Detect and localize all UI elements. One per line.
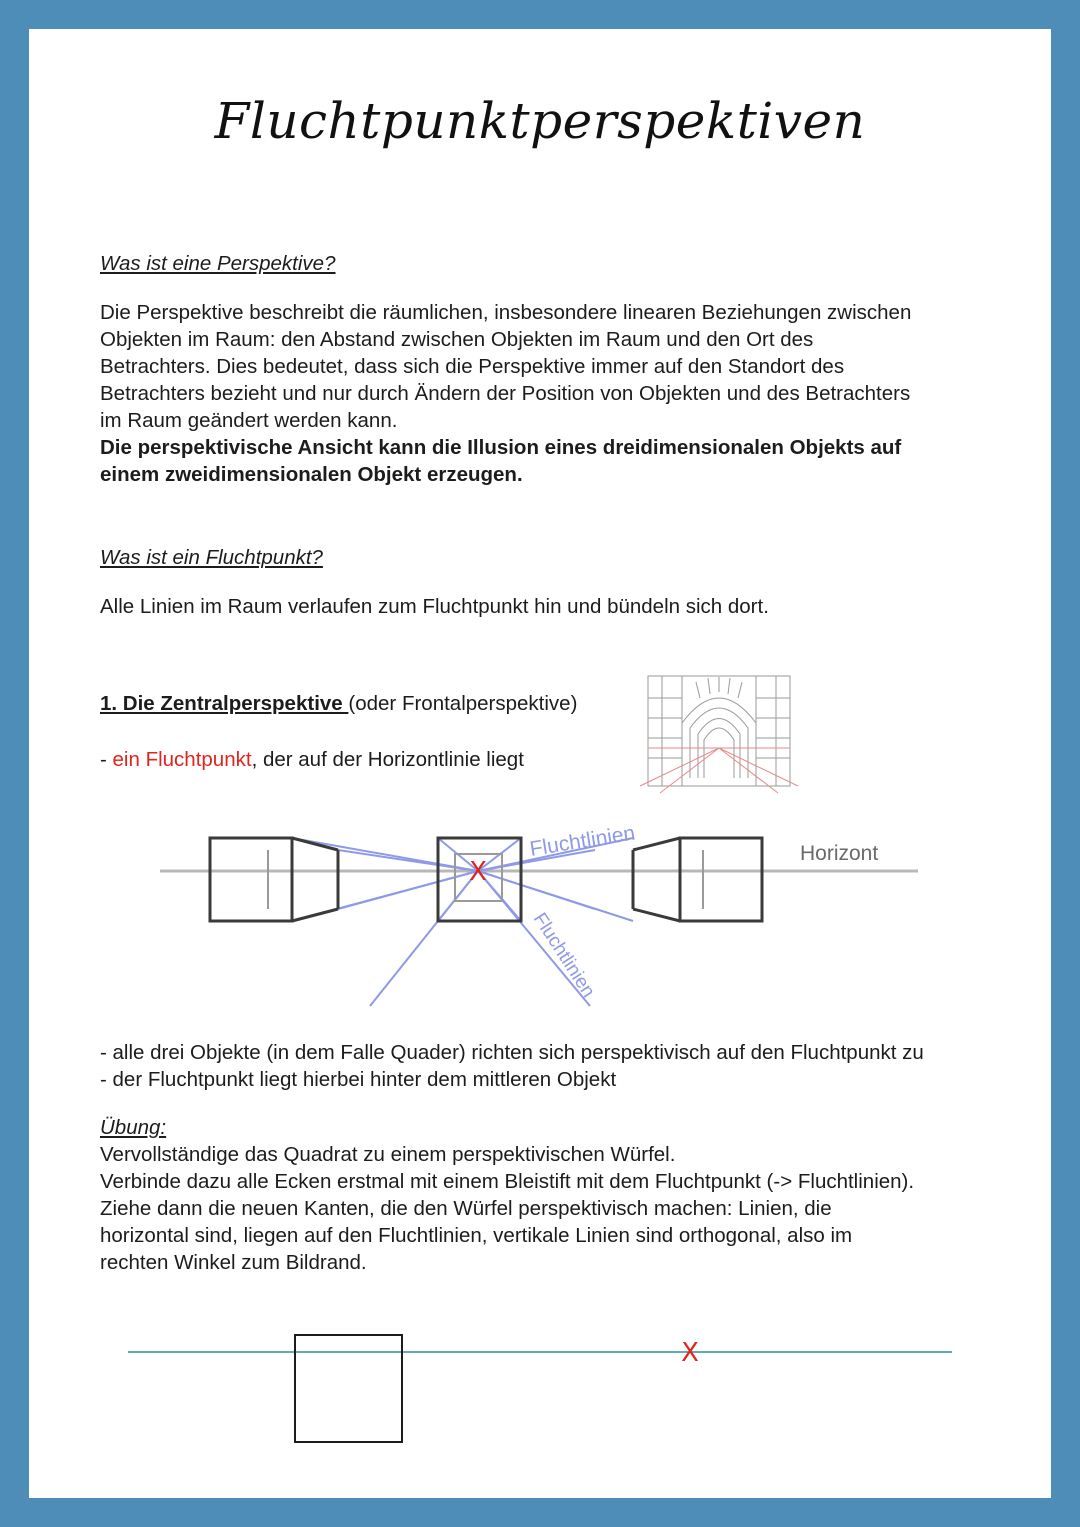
- paragraph-line: Objekten im Raum: den Abstand zwischen Objekten im Raum und den Ort des: [100, 328, 814, 351]
- bullet-red-text: ein Fluchtpunkt: [112, 748, 252, 771]
- paragraph-line: Die Perspektive beschreibt die räumlichen, insbesondere linearen Beziehungen zwischen: [100, 301, 912, 324]
- document-title: Fluchtpunktperspektiven: [214, 92, 866, 150]
- diagram-notes: [100, 1039, 1000, 1093]
- zentralperspektive-title-bold: 1. Die Zentralperspektive: [100, 692, 349, 715]
- bullet-prefix: -: [100, 748, 113, 771]
- zentralperspektive-title-rest: (oder Frontalperspektive): [348, 692, 578, 715]
- heading-perspektive: Was ist eine Perspektive?: [100, 252, 336, 275]
- heading-fluchtpunkt: Was ist ein Fluchtpunkt?: [100, 546, 323, 569]
- paragraph-perspektive: [100, 299, 1000, 488]
- bold-line: Die perspektivische Ansicht kann die Illusion eines dreidimensionalen Objekts auf: [100, 436, 902, 459]
- exercise-line: rechten Winkel zum Bildrand.: [100, 1251, 367, 1274]
- exercise-block: [100, 1114, 1000, 1276]
- fluchtpunkt-definition: Alle Linien im Raum verlaufen zum Fluchtpunkt hin und bündeln sich dort.: [100, 595, 769, 618]
- archway-illustration: [640, 668, 800, 793]
- zentralperspektive-title: [100, 690, 577, 717]
- paragraph-line: im Raum geändert werden kann.: [100, 409, 398, 432]
- note-line: - der Fluchtpunkt liegt hierbei hinter dem mittleren Objekt: [100, 1068, 617, 1091]
- label-fluchtlinien-top: Fluchtlinien: [528, 821, 637, 861]
- zentralperspektive-diagram: [155, 820, 925, 1015]
- note-line: - alle drei Objekte (in dem Falle Quader) richten sich perspektivisch auf den Fluchtpunkt zu: [100, 1041, 924, 1064]
- label-horizont: Horizont: [800, 842, 879, 865]
- bullet-rest: , der auf der Horizontlinie liegt: [251, 748, 524, 771]
- paragraph-line: Betrachters bezieht und nur durch Ändern der Position von Objekten und des Betrachters: [100, 382, 911, 405]
- bold-line: einem zweidimensionalen Objekt erzeugen.: [100, 463, 523, 486]
- exercise-drawing: [120, 1325, 960, 1450]
- left-cuboid: [210, 838, 338, 921]
- exercise-line: Ziehe dann die neuen Kanten, die den Würfel perspektivisch machen: Linien, die: [100, 1197, 832, 1220]
- right-cuboid: [633, 838, 762, 921]
- exercise-square: [295, 1335, 402, 1442]
- exercise-heading: Übung:: [100, 1116, 167, 1139]
- paragraph-line: Betrachters. Dies bedeutet, dass sich die Perspektive immer auf den Standort des: [100, 355, 845, 378]
- label-fluchtlinien-diagonal: Fluchtlinien: [528, 909, 599, 1002]
- exercise-vanishing-point-mark: X: [681, 1338, 699, 1368]
- vanishing-point-mark: X: [469, 857, 487, 887]
- exercise-line: horizontal sind, liegen auf den Fluchtlinien, vertikale Linien sind orthogonal, also im: [100, 1224, 853, 1247]
- exercise-line: Verbinde dazu alle Ecken erstmal mit einem Bleistift mit dem Fluchtpunkt (-> Fluchtlinien).: [100, 1170, 915, 1193]
- zentralperspektive-bullet: [100, 746, 524, 773]
- exercise-line: Vervollständige das Quadrat zu einem perspektivischen Würfel.: [100, 1143, 676, 1166]
